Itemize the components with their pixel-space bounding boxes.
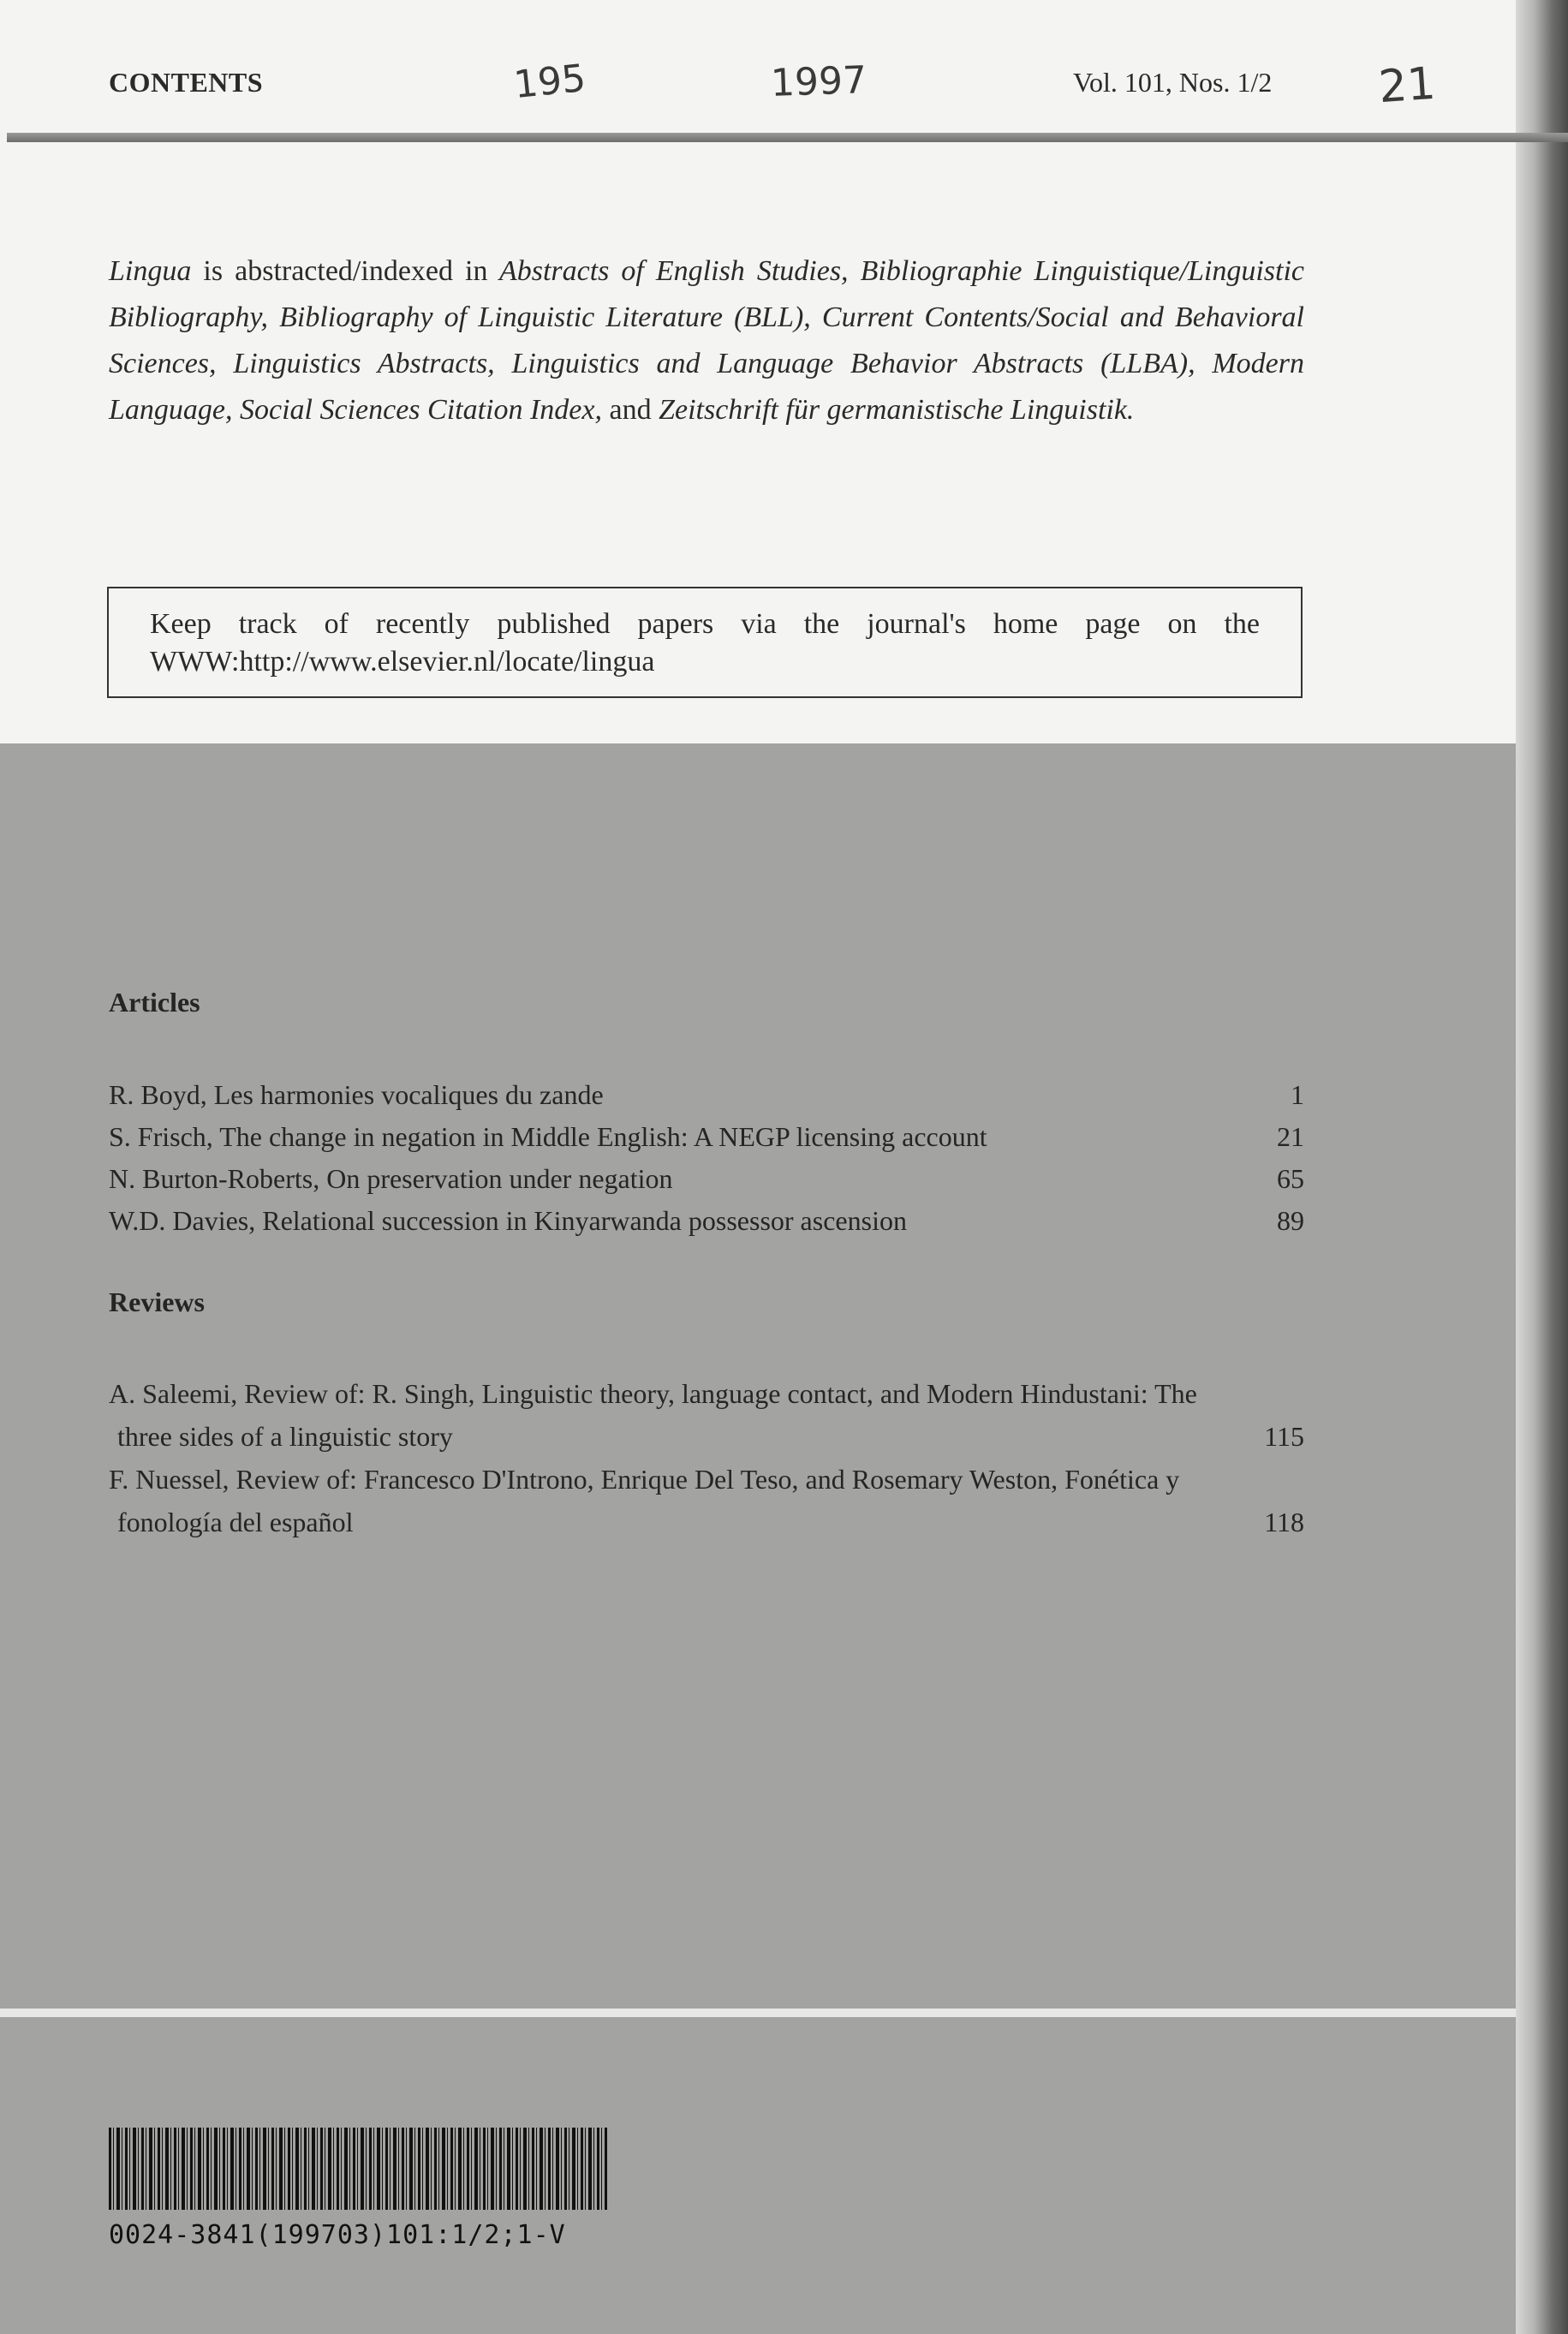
toc-entry-title: N. Burton-Roberts, On preservation under negation [109, 1163, 673, 1194]
reviews-list [109, 1372, 1304, 1543]
journal-name: Lingua [109, 255, 192, 287]
panel-divider [0, 2009, 1516, 2017]
toc-entry-page: 115 [1264, 1421, 1304, 1452]
handwritten-note-2: 1997 [770, 58, 867, 105]
toc-entry-page: 1 [1291, 1079, 1304, 1110]
toc-entry [109, 1458, 1304, 1543]
index-list: Abstracts of English Studies, Bibliographie Linguistique/Linguistic Bibliography, Bibliography of Linguistic Literature (BLL), Current Contents/Social and Behavioral Sciences, Linguistics Abstracts, Linguistics and Language Behavior Abstracts (LLBA), Modern Language, Social Sciences Citation Index, [109, 255, 1305, 426]
toc-entry-page: 21 [1277, 1121, 1304, 1152]
barcode [109, 2128, 607, 2210]
articles-list [109, 1074, 1304, 1242]
toc-entry-title: A. Saleemi, Review of: R. Singh, Linguistic theory, language contact, and Modern Hindustani: The three sides of a linguistic story [109, 1378, 1197, 1452]
volume-label: Vol. 101, Nos. 1/2 [1073, 67, 1273, 98]
barcode-number: 0024-3841(199703)101:1/2;1-V [109, 2220, 566, 2250]
toc-entry-page: 65 [1277, 1163, 1304, 1194]
toc-entry [109, 1158, 1304, 1200]
contents-title: CONTENTS [109, 67, 264, 98]
header-rule [7, 133, 1568, 142]
index-connector: and [609, 394, 652, 426]
page-header [109, 67, 1308, 110]
homepage-notice-text: Keep track of recently published papers via the journal's home page on the WWW:http://www.elsevier.nl/locate/lingua [150, 608, 1260, 678]
handwritten-note-3: 21 [1376, 57, 1438, 114]
toc-entry [109, 1372, 1304, 1458]
toc-entry-title: W.D. Davies, Relational succession in Kinyarwanda possessor ascension [109, 1205, 907, 1236]
toc-entry [109, 1200, 1304, 1242]
reviews-heading: Reviews [109, 1286, 205, 1317]
toc-entry-title: R. Boyd, Les harmonies vocaliques du zande [109, 1079, 604, 1110]
index-last: Zeitschrift für germanistische Linguistik. [659, 394, 1135, 426]
toc-entry [109, 1116, 1304, 1158]
toc-entry-title: F. Nuessel, Review of: Francesco D'Introno, Enrique Del Teso, and Rosemary Weston, Fonética y fonología del español [109, 1464, 1180, 1537]
homepage-notice-box [107, 587, 1303, 698]
indexing-verb: is abstracted/indexed in [203, 255, 488, 287]
toc-entry-page: 89 [1277, 1205, 1304, 1236]
toc-entry-title: S. Frisch, The change in negation in Middle English: A NEGP licensing account [109, 1121, 987, 1152]
toc-entry [109, 1074, 1304, 1116]
toc-entry-page: 118 [1264, 1507, 1304, 1537]
page-edge-shadow [1516, 0, 1568, 2334]
indexing-statement [109, 248, 1304, 433]
handwritten-note-1: 195 [511, 56, 588, 108]
articles-heading: Articles [109, 987, 200, 1018]
